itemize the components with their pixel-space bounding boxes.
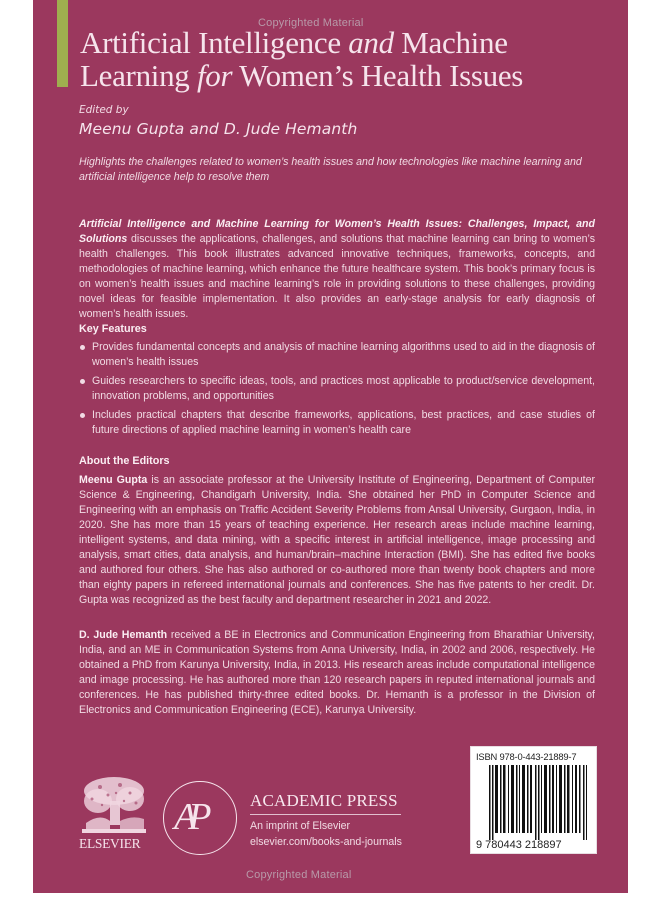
editor-name: D. Jude Hemanth [79,629,168,641]
copyright-watermark-top: Copyrighted Material [258,17,364,29]
elsevier-wordmark: ELSEVIER [79,836,141,851]
book-description [79,217,595,322]
elsevier-tree-logo [80,775,148,835]
list-item [79,340,595,370]
description-body: discusses the applications, challenges, and solutions that machine learning can bring to women’s health challenges. This book illustrates advanced innovative techniques, frameworks, concepts, and methodologies of machine learning, which enhance the future healthcare system. This book’s primary focus is on women’s health issues and machine learning’s role in providing solutions to these challenges, providing novel ideas for feasible implementation. It also provides an early-stage analysis for early diagnosis of women’s health issues. [79,233,595,320]
title-italic: and [348,25,394,60]
about-editors-heading: About the Editors [79,455,170,467]
bullet-icon [80,379,85,384]
edited-by-label: Edited by [79,104,129,116]
feature-text: Guides researchers to specific ideas, tools, and practices most applicable to product/service development, innovation problems, and opportunities [92,375,595,402]
editors-names: Meenu Gupta and D. Jude Hemanth [79,120,358,138]
barcode-digits: 9 780443 218897 [476,839,562,851]
book-back-cover [33,0,628,893]
feature-text: Provides fundamental concepts and analysis of machine learning algorithms used to aid in the diagnosis of women’s health issues [92,341,595,368]
book-title [80,26,620,92]
highlight-text: Highlights the challenges related to women’s health issues and how technologies like machine learning and artificial intelligence help to resolve them [79,156,582,183]
bullet-icon [80,413,85,418]
imprint-line: An imprint of Elsevier [250,820,351,832]
title-text: Women’s Health Issues [232,58,524,93]
imprint-name: ACADEMIC PRESS [250,791,398,810]
list-item [79,374,595,404]
editor-bio [79,473,595,608]
accent-bar [57,0,68,87]
publisher-url: elsevier.com/books-and-journals [250,836,402,848]
title-text: Learning [80,58,197,93]
title-italic: for [196,58,233,93]
ap-monogram: AP [174,796,203,838]
description-title: Artificial Intelligence and Machine Learning for Women’s Health Issues: Challenges, Impact, and Solutions [79,218,595,245]
barcode-bars-icon [489,765,587,840]
key-features-list [79,340,595,442]
key-features-heading: Key Features [79,323,147,335]
isbn-label: ISBN 978-0-443-21889-7 [476,751,577,762]
copyright-watermark-bottom: Copyrighted Material [246,869,352,881]
title-text: Artificial Intelligence [80,25,349,60]
editor-bio [79,628,595,718]
list-item [79,408,595,438]
feature-text: Includes practical chapters that describe frameworks, applications, best practices, and case studies of future directions of applied machine learning in women’s health care [92,409,595,436]
bio-text: received a BE in Electronics and Communication Engineering from Bharathiar University, India, and an ME in Communication Systems from Anna University, India, in 2002 and 2006, respectively. He obtained a PhD from Karunya University, India, in 2013. His research areas include computational intelligence and image processing. He has authored more than 120 research papers in reputed international journals and conferences. He has published thirty-three edited books. Dr. Hemanth is a professor in the Division of Electronics and Communication Engineering (ECE), Karunya University. [79,629,595,716]
bio-text: is an associate professor at the University Institute of Engineering, Department of Computer Science & Engineering, Chandigarh University, India. She obtained her PhD in Computer Science and Engineering with an emphasis on Traffic Accident Severity Problems from Ansal University, Gurgaon, India, in 2020. She has more than 15 years of teaching experience. Her research areas include machine learning, intelligent systems, and data mining, with a specific interest in artificial intelligence, image processing and analysis, smart cities, data analysis, and human/brain–machine Interaction (BMI). She has edited five books and authored four others. She has also authored or co-authored more than twenty book chapters and more than eighty papers in refereed international journals and conferences. She has five patents to her credit. Dr. Gupta was recognized as the best faculty and department researcher in 2021 and 2022. [79,474,595,606]
isbn-barcode [470,746,597,854]
editor-name: Meenu Gupta [79,474,148,486]
bullet-icon [80,345,85,350]
title-text: Machine [393,25,508,60]
imprint-divider [250,814,401,815]
